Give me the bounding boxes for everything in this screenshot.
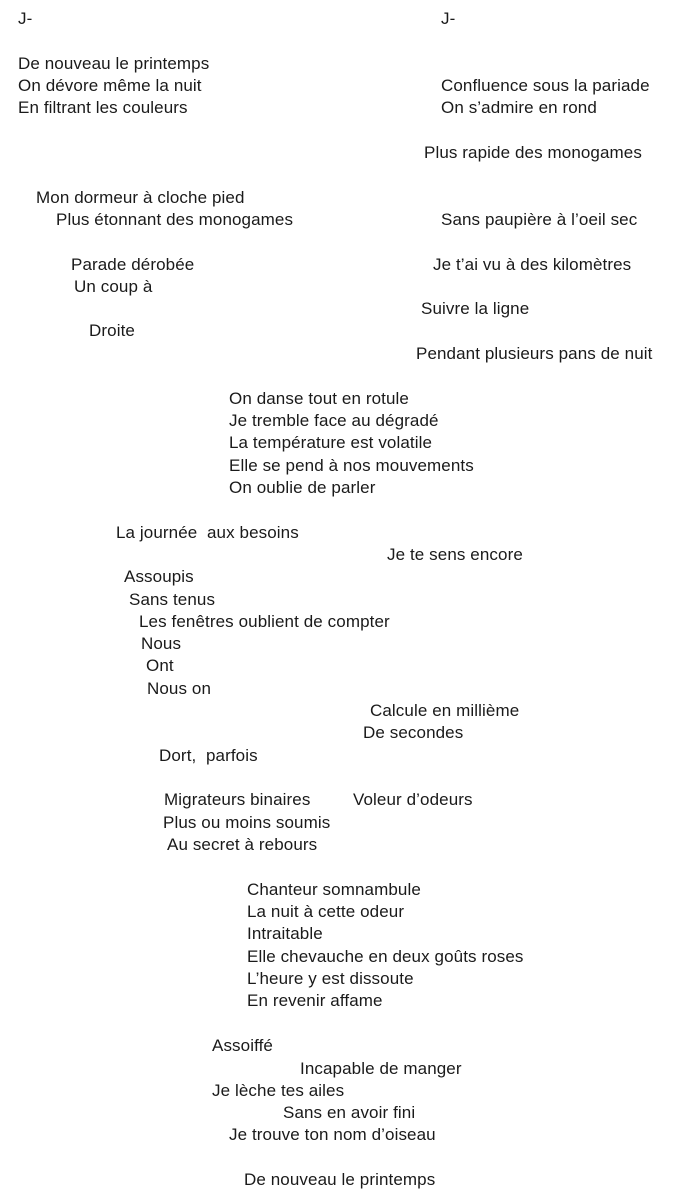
poem-line: Incapable de manger — [300, 1059, 462, 1078]
left-header: J- — [18, 9, 33, 28]
poem-line: Mon dormeur à cloche pied — [36, 188, 245, 207]
poem-line: La température est volatile — [229, 433, 433, 452]
poem-line: Ont — [146, 656, 174, 675]
poem-line: Voleur d’odeurs — [353, 790, 473, 809]
poem-line: Plus ou moins soumis — [163, 813, 331, 832]
poem-line: Sans paupière à l’oeil sec — [441, 210, 638, 229]
poem-line: Je trouve ton nom d’oiseau — [229, 1125, 436, 1144]
poem-line: Je lèche tes ailes — [212, 1081, 345, 1100]
poem-line: Plus rapide des monogames — [424, 143, 642, 162]
poem-line: Dort, parfois — [159, 746, 258, 765]
poem-line: On dévore même la nuit — [18, 76, 202, 95]
poem-line: Assoiffé — [212, 1036, 273, 1055]
poem-line: De nouveau le printemps — [244, 1170, 436, 1189]
poem-line: Les fenêtres oublient de compter — [139, 612, 390, 631]
poem-line: Je t’ai vu à des kilomètres — [433, 255, 632, 274]
poem-line: Chanteur somnambule — [247, 880, 421, 899]
poem-line: L’heure y est dissoute — [247, 969, 414, 988]
poem-line: Je tremble face au dégradé — [229, 411, 439, 430]
poem-line: En revenir affame — [247, 991, 383, 1010]
poem-line: On oublie de parler — [229, 478, 376, 497]
right-header: J- — [441, 9, 456, 28]
poem-line: Sans en avoir fini — [283, 1103, 416, 1122]
poem-line: La nuit à cette odeur — [247, 902, 405, 921]
poem-line: Droite — [89, 321, 135, 340]
poem-line: Plus étonnant des monogames — [56, 210, 294, 229]
poem-line: Migrateurs binaires — [164, 790, 311, 809]
poem-line: Sans tenus — [129, 590, 216, 609]
poem-line: En filtrant les couleurs — [18, 98, 188, 117]
poem-line: Suivre la ligne — [421, 299, 530, 318]
poem-line: Parade dérobée — [71, 255, 195, 274]
poem-line: De nouveau le printemps — [18, 54, 210, 73]
poem-line: Je te sens encore — [387, 545, 523, 564]
poem-line: Un coup à — [74, 277, 153, 296]
poem-line: On s’admire en rond — [441, 98, 597, 117]
poem-line: La journée aux besoins — [116, 523, 299, 542]
poem-line: Confluence sous la pariade — [441, 76, 650, 95]
poem-line: De secondes — [363, 723, 464, 742]
poem-line: Pendant plusieurs pans de nuit — [416, 344, 653, 363]
poem-line: Elle chevauche en deux goûts roses — [247, 947, 524, 966]
poem-line: Nous on — [147, 679, 212, 698]
poem-line: Elle se pend à nos mouvements — [229, 456, 474, 475]
poem-line: Assoupis — [124, 567, 194, 586]
poem-line: Calcule en millième — [370, 701, 520, 720]
poem-line: Intraitable — [247, 924, 323, 943]
poem-line: Au secret à rebours — [167, 835, 318, 854]
poem-line: Nous — [141, 634, 182, 653]
poem-line: On danse tout en rotule — [229, 389, 409, 408]
